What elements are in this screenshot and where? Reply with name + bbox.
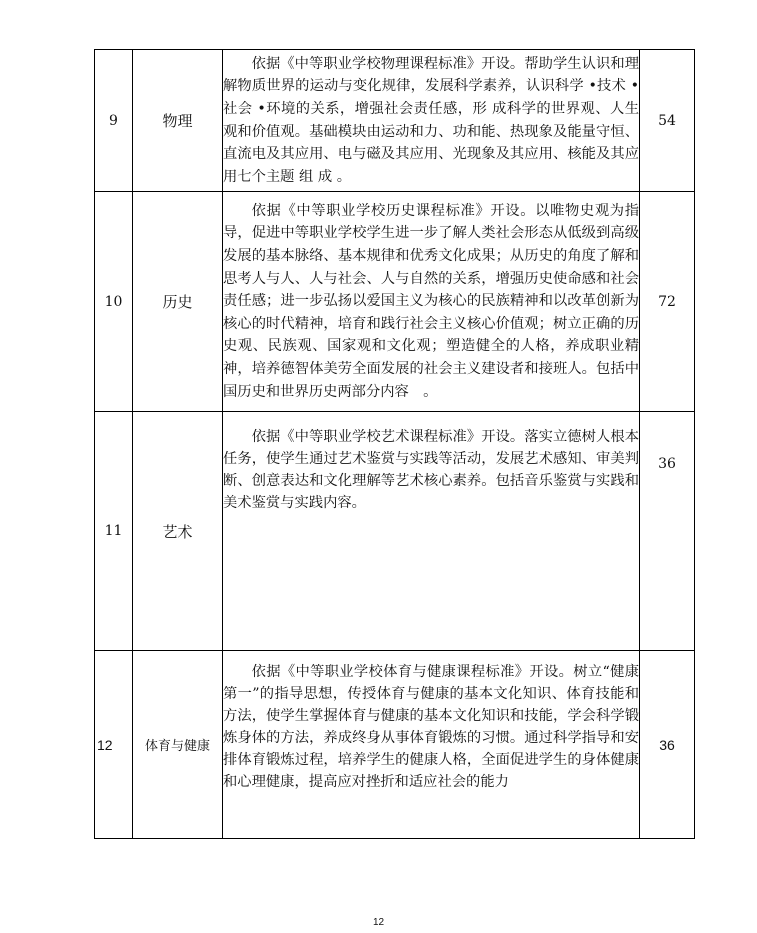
row-number: 11 bbox=[95, 412, 133, 651]
subject-description: 依据《中等职业学校体育与健康课程标准》开设。树立“健康第一”的指导思想，传授体育与健康的基本文化知识、体育技能和方法，使学生掌握体育与健康的基本文化知识和技能，学会科学锻炼身体的方法，养成终身从事体育锻炼的习惯。通过科学指导和安排体育锻炼过程，培养学生的健康人格，全面促进学生的身体健康和心理健康，提高应对挫折和适应社会的能力 bbox=[223, 651, 640, 839]
page-number: 12 bbox=[372, 917, 385, 928]
curriculum-table bbox=[94, 49, 695, 839]
row-number: 9 bbox=[95, 50, 133, 192]
table-row bbox=[95, 651, 695, 839]
class-hours: 54 bbox=[640, 50, 695, 192]
row-number: 10 bbox=[95, 192, 133, 412]
class-hours: 36 bbox=[640, 651, 695, 839]
table-row bbox=[95, 412, 695, 651]
subject-name: 体育与健康 bbox=[133, 651, 223, 839]
subject-name: 物理 bbox=[133, 50, 223, 192]
class-hours: 36 bbox=[640, 412, 695, 651]
row-number: 12 bbox=[95, 651, 133, 839]
subject-description: 依据《中等职业学校历史课程标准》开设。以唯物史观为指导，促进中等职业学校学生进一步了解人类社会形态从低级到高级发展的基本脉络、基本规律和优秀文化成果；从历史的角度了解和思考人与人、人与社会、人与自然的关系，增强历史使命感和社会责任感；进一步弘扬以爱国主义为核心的民族精神和以改革创新为核心的时代精神，培育和践行社会主义核心价值观；树立正确的历史观、民族观、国家观和文化观；塑造健全的人格，养成职业精神，培养德智体美劳全面发展的社会主义建设者和接班人。包括中国历史和世界历史两部分内容 。 bbox=[223, 192, 640, 412]
subject-name: 艺术 bbox=[133, 412, 223, 651]
table-row bbox=[95, 192, 695, 412]
class-hours: 72 bbox=[640, 192, 695, 412]
subject-description: 依据《中等职业学校艺术课程标准》开设。落实立德树人根本任务，使学生通过艺术鉴赏与实践等活动，发展艺术感知、审美判断、创意表达和文化理解等艺术核心素养。包括音乐鉴赏与实践和美术鉴赏与实践内容。 bbox=[223, 412, 640, 651]
subject-description: 依据《中等职业学校物理课程标准》开设。帮助学生认识和理解物质世界的运动与变化规律，发展科学素养，认识科学 •技术 •社会 •环境的关系，增强社会责任感，形 成科学的世界观、人生观和价值观。基础模块由运动和力、功和能、热现象及能量守恒、直流电及其应用、电与磁及其应用、光现象及其应用、核能及其应用七个主题 组 成 。 bbox=[223, 50, 640, 192]
subject-name: 历史 bbox=[133, 192, 223, 412]
table-row bbox=[95, 50, 695, 192]
